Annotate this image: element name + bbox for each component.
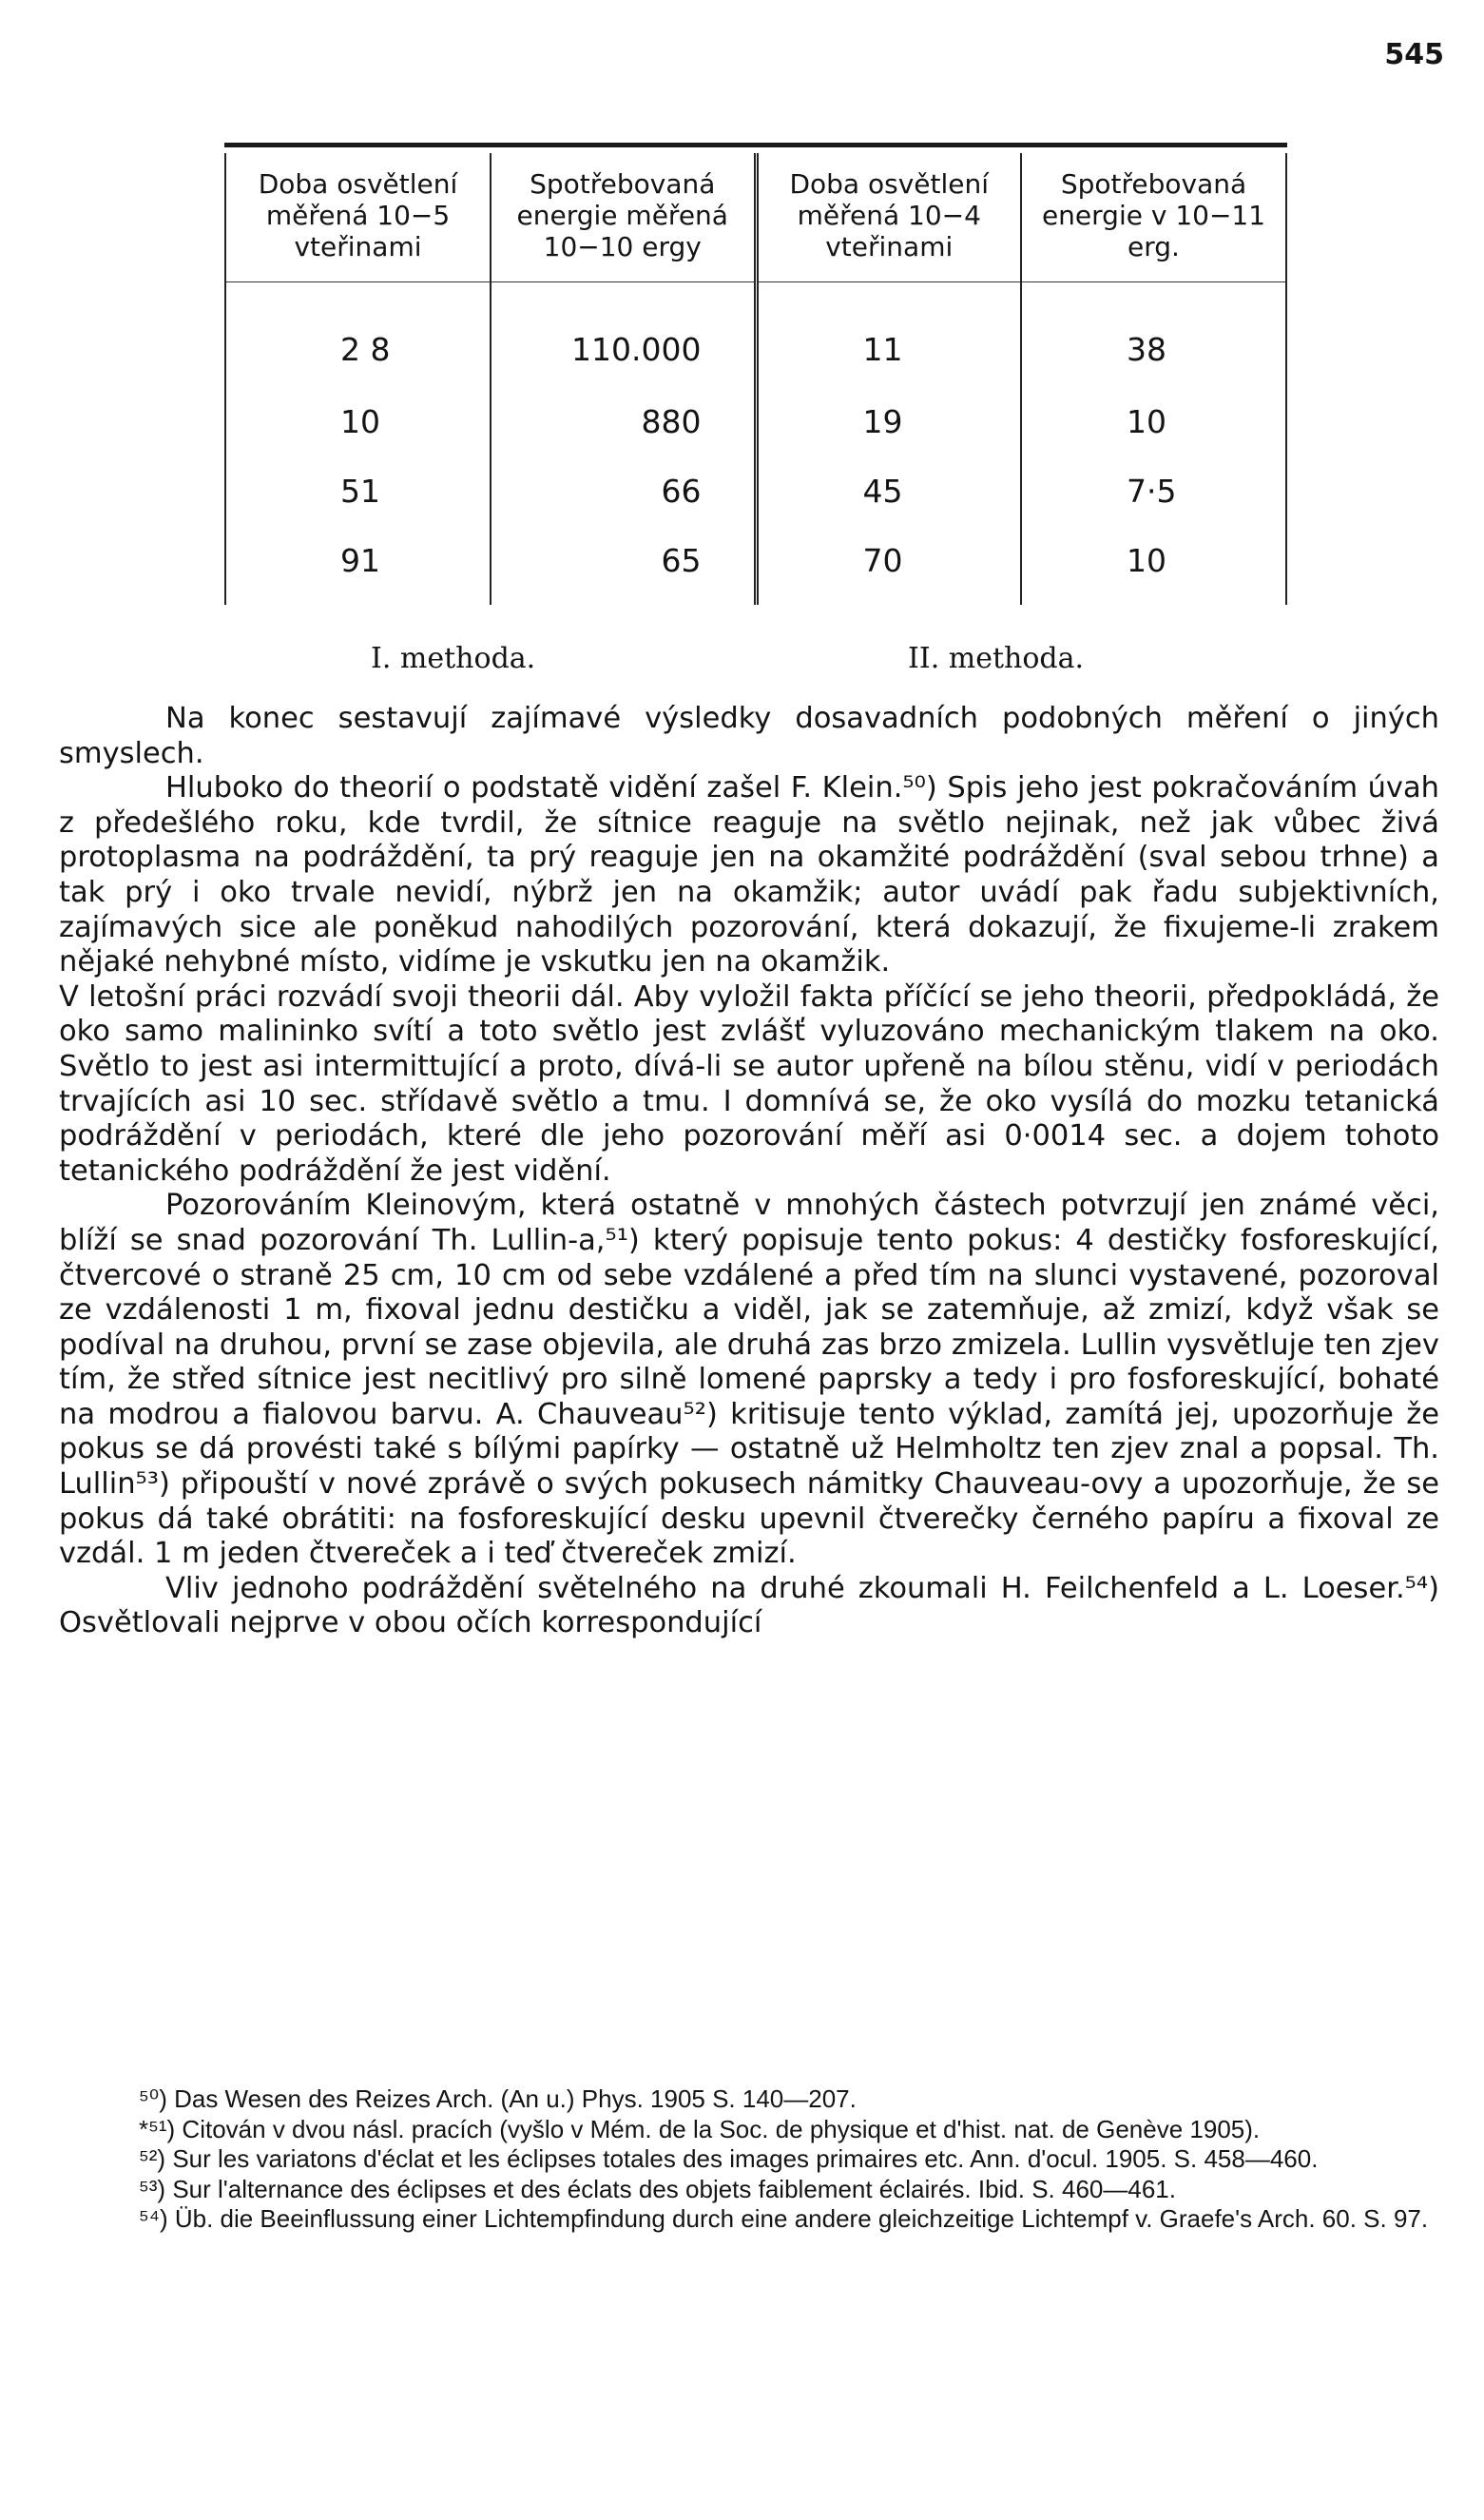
table-cell: 7·5: [1021, 456, 1286, 526]
table-cell: 2 8: [225, 282, 491, 388]
table-cell: 10: [1021, 526, 1286, 605]
header-exposure-time-1: Doba osvětlení měřená 10−5 vteřinami: [225, 153, 491, 282]
paragraph: Pozorováním Kleinovým, která ostatně v mnohých částech potvrzují jen známé věci, blíží se snad pozorování Th. Lullin-a,⁵¹) který popisuje tento pokus: 4 destičky fosforeskující, čtvercové o straně 25 cm, 10 cm od sebe vzdálené a před tím na slunci vystavené, pozoroval ze vzdálenosti 1 m, fixoval jednu destičku a viděl, jak se zatemňuje, až zmizí, když však se podíval na druhou, první se zase objevila, ale druhá zas brzo zmizela. Lullin vysvětluje ten zjev tím, že střed sítnice jest necitlivý pro silně lomené paprsky a tedy i pro fosforeskující, bohaté na modrou a fialovou barvu. A. Chauveau⁵²) kritisuje tento výklad, zamítá jej, upozorňuje že pokus se dá provésti také s bílými papírky — ostatně už Helmholtz ten zjev znal a popsal. Th. Lullin⁵³) připouští v nové zprávě o svých pokusech námitky Chauveau-ovy a upozorňuje, že se pokus dá také obrátiti: na fosforeskující desku upevnil čtverečky černého papíru a fixoval ze vzdál. 1 m jeden čtvereček a i teď čtvereček zmizí.: [59, 1189, 1439, 1571]
header-energy-1: Spotřebovaná energie měřená 10−10 ergy: [491, 153, 756, 282]
footnote: ⁵⁴) Üb. die Beeinflussung einer Lichtempfindung durch eine andere gleichzeitige Lichtempf v. Graefe's Arch. 60. S. 97.: [139, 2204, 1429, 2233]
table-cell: 11: [756, 282, 1021, 388]
method-label-2: II. methoda.: [908, 642, 1085, 675]
footnote: ⁵⁰) Das Wesen des Reizes Arch. (An u.) Phys. 1905 S. 140—207.: [139, 2084, 857, 2113]
table-cell: 19: [756, 387, 1021, 456]
footnotes: [48, 2084, 1441, 2235]
table-cell: 10: [225, 387, 491, 456]
measurement-table: [224, 143, 1287, 605]
table-cell: 45: [756, 456, 1021, 526]
table-cell: 110.000: [491, 282, 756, 388]
table-cell: 880: [491, 387, 756, 456]
paragraph: Na konec sestavují zajímavé výsledky dosavadních podobných měření o jiných smyslech.: [59, 702, 1439, 770]
paragraph: Vliv jednoho podráždění světelného na druhé zkoumali H. Feilchenfeld a L. Loeser.⁵⁴) Osvětlovali nejprve v obou očích korrespondující: [59, 1571, 1439, 1640]
table-row: [225, 387, 1286, 456]
footnote: ⁵³) Sur l'alternance des éclipses et des éclats des objets faiblement éclairés. Ibid. S. 460—461.: [139, 2174, 1176, 2203]
method-label-1: I. methoda.: [371, 642, 536, 675]
table-cell: 91: [225, 526, 491, 605]
table-cell: 70: [756, 526, 1021, 605]
paragraph: Hluboko do theorií o podstatě vidění zašel F. Klein.⁵⁰) Spis jeho jest pokračováním úvah z předešlého roku, kde tvrdil, že sítnice reaguje na světlo nejinak, než jak vůbec živá protoplasma na podráždění, ta prý reaguje jen na okamžité podráždění (sval sebou trhne) a tak prý i oko trvale nevidí, nýbrž jen na okamžik; autor uvádí pak řadu subjektivních, zajímavých sice ale poněkud nahodilých pozorování, která dokazují, že fixujeme-li zrakem nějaké nehybné místo, vidíme je vskutku jen na okamžik.: [59, 771, 1439, 979]
table-row: [225, 526, 1286, 605]
header-exposure-time-2: Doba osvětlení měřená 10−4 vteřinami: [756, 153, 1021, 282]
table-cell: 51: [225, 456, 491, 526]
paragraph: V letošní práci rozvádí svoji theorii dál. Aby vyložil fakta příčící se jeho theorii, předpokládá, že oko samo malininko svítí a toto světlo jest zvlášť vyluzováno mechanickým tlakem na oko. Světlo to jest asi intermittující a proto, dívá-li se autor upřeně na bílou stěnu, vidí v periodách trvajících asi 10 sec. střídavě světlo a tmu. I domnívá se, že oko vysílá do mozku tetanická podráždění v periodách, které dle jeho pozorování měří asi 0·0014 sec. a dojem tohoto tetanického podráždění že jest vidění.: [59, 979, 1439, 1188]
table-cell: 65: [491, 526, 756, 605]
table-cell: 66: [491, 456, 756, 526]
footnote: ⁵²) Sur les variatons d'éclat et les éclipses totales des images primaires etc. Ann. d'ocul. 1905. S. 458—460.: [139, 2144, 1319, 2173]
footnote: *⁵¹) Citován v dvou násl. pracích (vyšlo v Mém. de la Soc. de physique et d'hist. nat. de Genève 1905).: [139, 2114, 1261, 2143]
table-row: [225, 282, 1286, 388]
table-cell: 10: [1021, 387, 1286, 456]
table-top-rule: [224, 143, 1287, 147]
body-text: [59, 702, 1439, 1641]
header-energy-2: Spotřebovaná energie v 10−11 erg.: [1021, 153, 1286, 282]
table-row: [225, 456, 1286, 526]
page-number: 545: [1384, 38, 1444, 71]
table-cell: 38: [1021, 282, 1286, 388]
